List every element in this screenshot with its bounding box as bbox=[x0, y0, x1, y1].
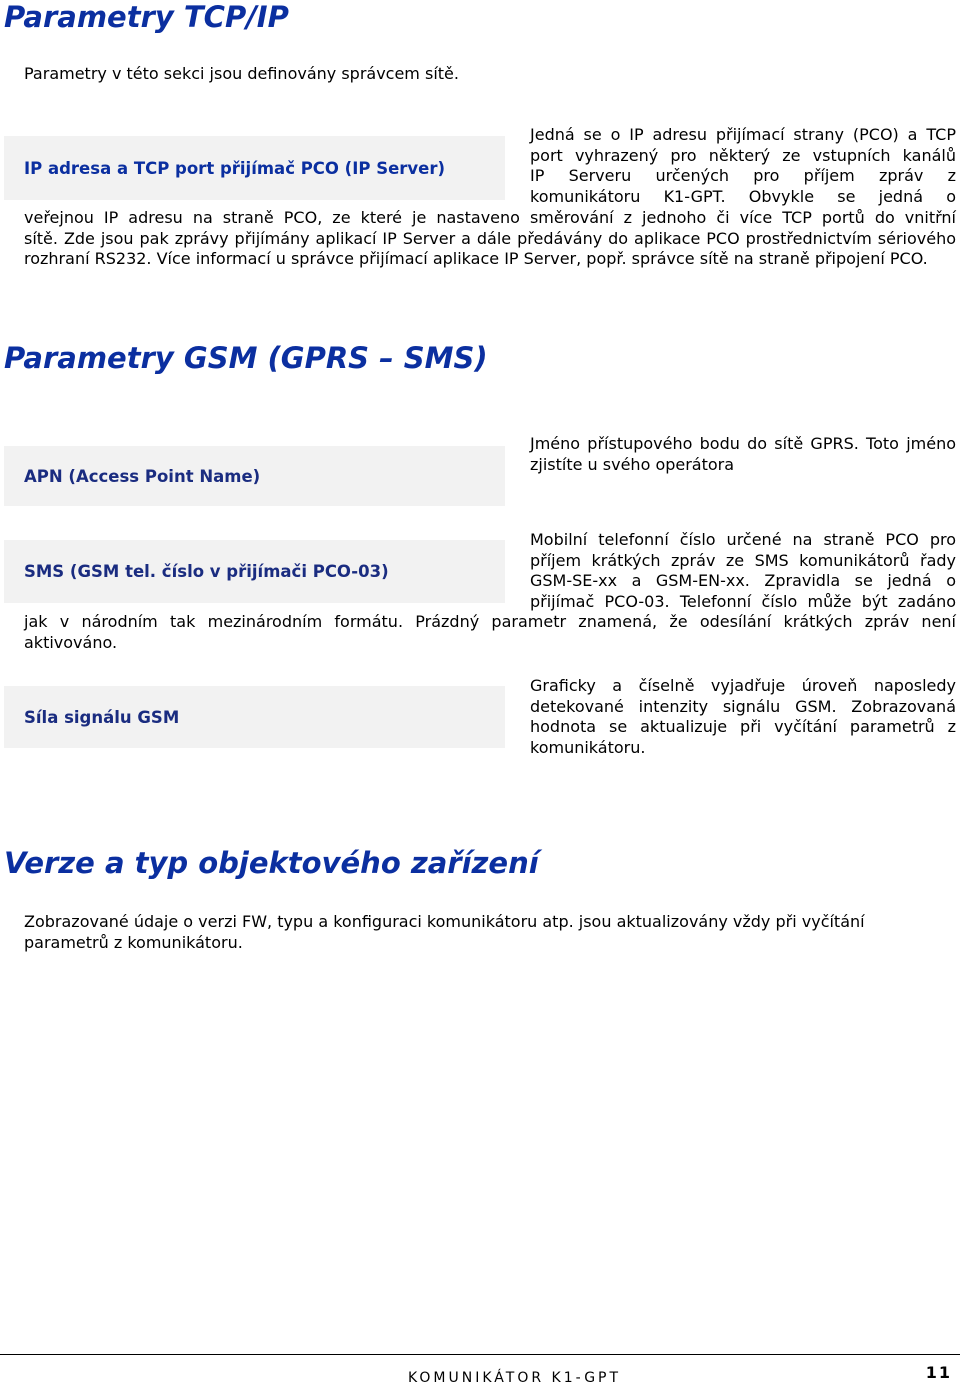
sms-label: SMS (GSM tel. číslo v přijímači PCO-03) bbox=[4, 540, 505, 603]
section-title-tcp: Parametry TCP/IP bbox=[4, 0, 289, 34]
sms-desc-line: příjem krátkých zpráv ze SMS komunikátorů řady bbox=[530, 550, 956, 570]
apn-label: APN (Access Point Name) bbox=[4, 446, 505, 506]
ip-desc-line: Jedná se o IP adresu přijímací strany (PCO) a TCP bbox=[530, 125, 956, 144]
ip-desc-line: port vyhrazený pro některý ze vstupních kanálů bbox=[530, 145, 956, 165]
sms-desc bbox=[530, 530, 956, 612]
sms-desc-line: přijímač PCO-03. Telefonní číslo může být zadáno bbox=[530, 591, 956, 611]
version-text: Zobrazované údaje o verzi FW, typu a konfiguraci komunikátoru atp. jsou aktualizovány vždy při vyčítání parametrů z komunikátoru. bbox=[24, 912, 865, 952]
ip-address-desc-continued bbox=[24, 208, 956, 270]
sms-desc-continued: jak v národním tak mezinárodním formátu. Prázdný parametr znamená, že odesílání krátkých zpráv není aktivováno. bbox=[24, 612, 956, 652]
footer-title: KOMUNIKÁTOR K1-GPT bbox=[408, 1370, 622, 1386]
tcp-intro: Parametry v této sekci jsou definovány správcem sítě. bbox=[24, 64, 459, 83]
ip-desc-line: komunikátoru K1-GPT. Obvykle se jedná o bbox=[530, 186, 956, 206]
page-number: 11 bbox=[925, 1363, 952, 1382]
signal-label: Síla signálu GSM bbox=[4, 686, 505, 748]
ip-desc-line: IP Serveru určených pro příjem zpráv z bbox=[530, 166, 956, 185]
apn-desc: Jméno přístupového bodu do sítě GPRS. Toto jméno zjistíte u svého operátora bbox=[530, 434, 956, 474]
ip-address-label: IP adresa a TCP port přijímač PCO (IP Server) bbox=[4, 136, 505, 200]
ip-desc-cont-rest: sítě. Zde jsou pak zprávy přijímány aplikací IP Server a dále předávány do aplikace PCO prostřednictvím sériového rozhraní RS232. Více informací u správce přijímací aplikace IP Server, popř. správce sítě na straně připojení PCO. bbox=[24, 228, 956, 268]
signal-desc: Graficky a číselně vyjadřuje úroveň naposledy detekované intenzity signálu GSM. Zobrazovaná hodnota se aktualizuje při vyčítání parametrů z komunikátoru. bbox=[530, 676, 956, 757]
ip-desc-cont-line: veřejnou IP adresu na straně PCO, ze které je nastaveno směrování z jednoho či více TCP portů do vnitřní bbox=[24, 208, 956, 227]
sms-desc-line: Mobilní telefonní číslo určené na straně PCO pro bbox=[530, 530, 956, 549]
section-title-gsm: Parametry GSM (GPRS – SMS) bbox=[4, 341, 488, 375]
section-title-version: Verze a typ objektového zařízení bbox=[4, 846, 539, 880]
ip-address-desc bbox=[530, 125, 956, 207]
page-footer bbox=[0, 1354, 960, 1388]
sms-desc-line: GSM-SE-xx a GSM-EN-xx. Zpravidla se jedná o bbox=[530, 571, 956, 590]
